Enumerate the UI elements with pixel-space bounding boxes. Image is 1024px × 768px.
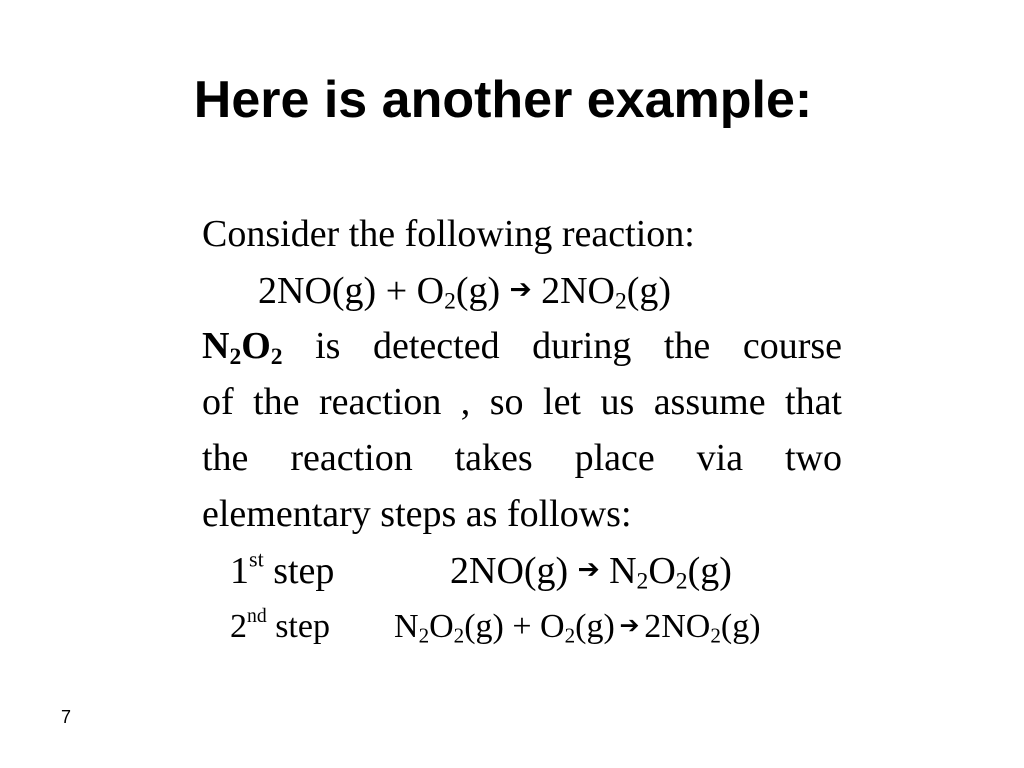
reaction-arrow-icon: ➔ <box>509 274 532 305</box>
step-1-reactants: 2NO(g) <box>450 549 569 592</box>
subscript: 2 <box>418 623 430 648</box>
step-1-row <box>230 542 732 599</box>
overall-reaction-equation <box>202 262 842 318</box>
elementary-steps <box>202 542 842 654</box>
paragraph-line-1 <box>202 318 842 374</box>
detected-species-formula <box>202 325 283 370</box>
subscript: 2 <box>675 568 688 595</box>
element-n: N <box>609 549 637 592</box>
step-2-equation <box>394 608 761 648</box>
reactants-mid: (g) + O <box>464 608 565 646</box>
product-text: 2NO <box>541 269 615 312</box>
element-n: N <box>202 325 230 367</box>
element-o: O <box>241 325 271 367</box>
ordinal-suffix: nd <box>247 605 267 628</box>
step-2-row <box>230 600 761 652</box>
intro-text: Consider the following reaction: <box>202 213 695 255</box>
subscript: 2 <box>614 288 627 315</box>
paragraph-text: is detected during the course <box>315 325 842 367</box>
reaction-arrow-icon: ➔ <box>619 611 640 639</box>
paragraph-line-4: elementary steps as follows: <box>202 493 632 535</box>
reactants-text: 2NO(g) + O <box>258 269 445 312</box>
ordinal-suffix: st <box>249 546 264 572</box>
paragraph-line-2: of the reaction , so let us assume that <box>202 381 842 423</box>
product-state: (g) <box>687 549 732 592</box>
reactants-state: (g) <box>455 269 501 312</box>
step-number: 2 <box>230 608 247 646</box>
paragraph-line-3: the reaction takes place via two <box>202 437 842 479</box>
element-n: N <box>394 608 419 646</box>
subscript: 2 <box>270 343 283 370</box>
subscript: 2 <box>564 623 576 648</box>
subscript: 2 <box>453 623 465 648</box>
step-word: step <box>273 549 335 592</box>
slide-title: Here is another example: <box>193 71 813 129</box>
step-2-label <box>230 602 394 652</box>
page-number: 7 <box>61 707 72 727</box>
subscript: 2 <box>710 623 721 648</box>
subscript: 2 <box>229 343 242 370</box>
product-state: (g) <box>720 608 761 646</box>
step-1-label <box>230 543 410 599</box>
step-1-equation <box>410 542 732 599</box>
step-word: step <box>275 608 330 646</box>
product-state: (g) <box>626 269 672 312</box>
step-number: 1 <box>230 549 249 592</box>
reaction-arrow-icon: ➔ <box>577 554 600 585</box>
product-text: 2NO <box>644 608 711 646</box>
reactants-state: (g) <box>575 608 615 646</box>
element-o: O <box>429 608 454 646</box>
slide-body <box>202 206 842 654</box>
subscript: 2 <box>636 568 649 595</box>
element-o: O <box>648 549 676 592</box>
subscript: 2 <box>444 288 456 315</box>
